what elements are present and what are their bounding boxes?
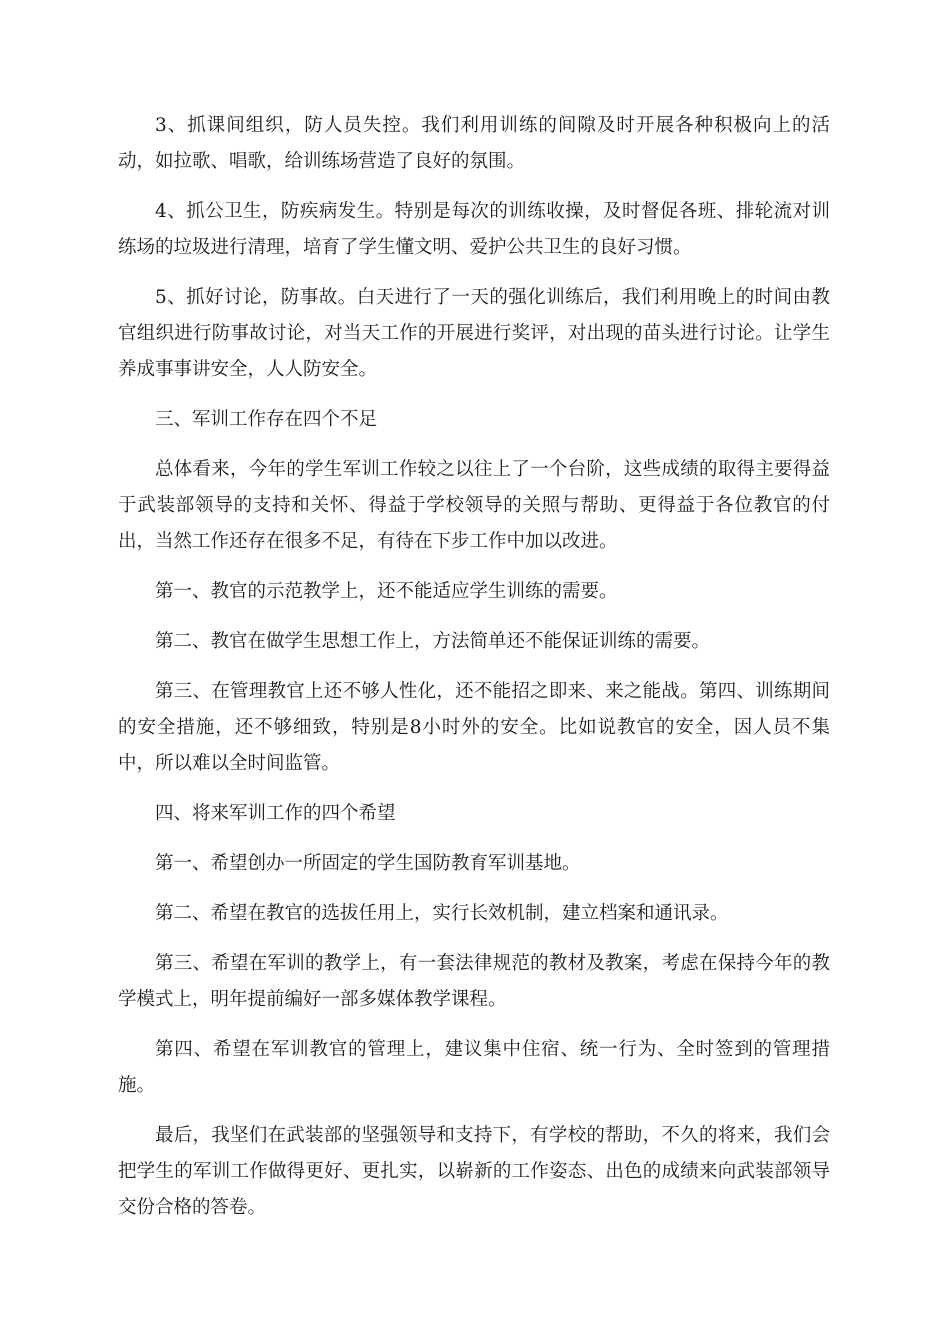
paragraph-item-4: 4、抓公卫生，防疾病发生。特别是每次的训练收操，及时督促各班、排轮流对训练场的垃圾进行清理，培育了学生懂文明、爱护公共卫生的良好习惯。	[118, 201, 830, 258]
paragraph-overview: 总体看来，今年的学生军训工作较之以往上了一个台阶，这些成绩的取得主要得益于武装部领导的支持和关怀、得益于学校领导的关照与帮助、更得益于各位教官的付出，当然工作还存在很多不足，有待在下步工作中加以改进。	[118, 459, 830, 552]
paragraph-item-3: 3、抓课间组织，防人员失控。我们利用训练的间隙及时开展各种积极向上的活动，如拉歌、唱歌，给训练场营造了良好的氛围。	[118, 115, 830, 172]
paragraph-shortcoming-3-4: 第三、在管理教官上还不够人性化，还不能招之即来、来之能战。第四、训练期间的安全措施，还不够细致，特别是8小时外的安全。比如说教官的安全，因人员不集中，所以难以全时间监管。	[118, 681, 830, 774]
paragraph-shortcoming-1: 第一、教官的示范教学上，还不能适应学生训练的需要。	[155, 581, 618, 602]
paragraph-hope-1: 第一、希望创办一所固定的学生国防教育军训基地。	[155, 853, 581, 874]
paragraph-item-5: 5、抓好讨论，防事故。白天进行了一天的强化训练后，我们利用晚上的时间由教官组织进行防事故讨论，对当天工作的开展进行奖评，对出现的苗头进行讨论。让学生养成事事讲安全，人人防安全。	[118, 287, 830, 380]
section-heading-shortcomings: 三、军训工作存在四个不足	[155, 409, 378, 430]
section-heading-hopes: 四、将来军训工作的四个希望	[155, 803, 396, 824]
paragraph-hope-2: 第二、希望在教官的选拔任用上，实行长效机制，建立档案和通讯录。	[155, 903, 729, 924]
paragraph-hope-4: 第四、希望在军训教官的管理上，建议集中住宿、统一行为、全时签到的管理措施。	[118, 1039, 830, 1096]
document-page	[118, 108, 830, 1240]
paragraph-shortcoming-2: 第二、教官在做学生思想工作上，方法简单还不能保证训练的需要。	[155, 631, 711, 652]
paragraph-conclusion: 最后，我坚们在武装部的坚强领导和支持下，有学校的帮助，不久的将来，我们会把学生的军训工作做得更好、更扎实，以崭新的工作姿态、出色的成绩来向武装部领导交份合格的答卷。	[118, 1125, 830, 1218]
paragraph-hope-3: 第三、希望在军训的教学上，有一套法律规范的教材及教案，考虑在保持今年的教学模式上，明年提前编好一部多媒体教学课程。	[118, 953, 830, 1010]
